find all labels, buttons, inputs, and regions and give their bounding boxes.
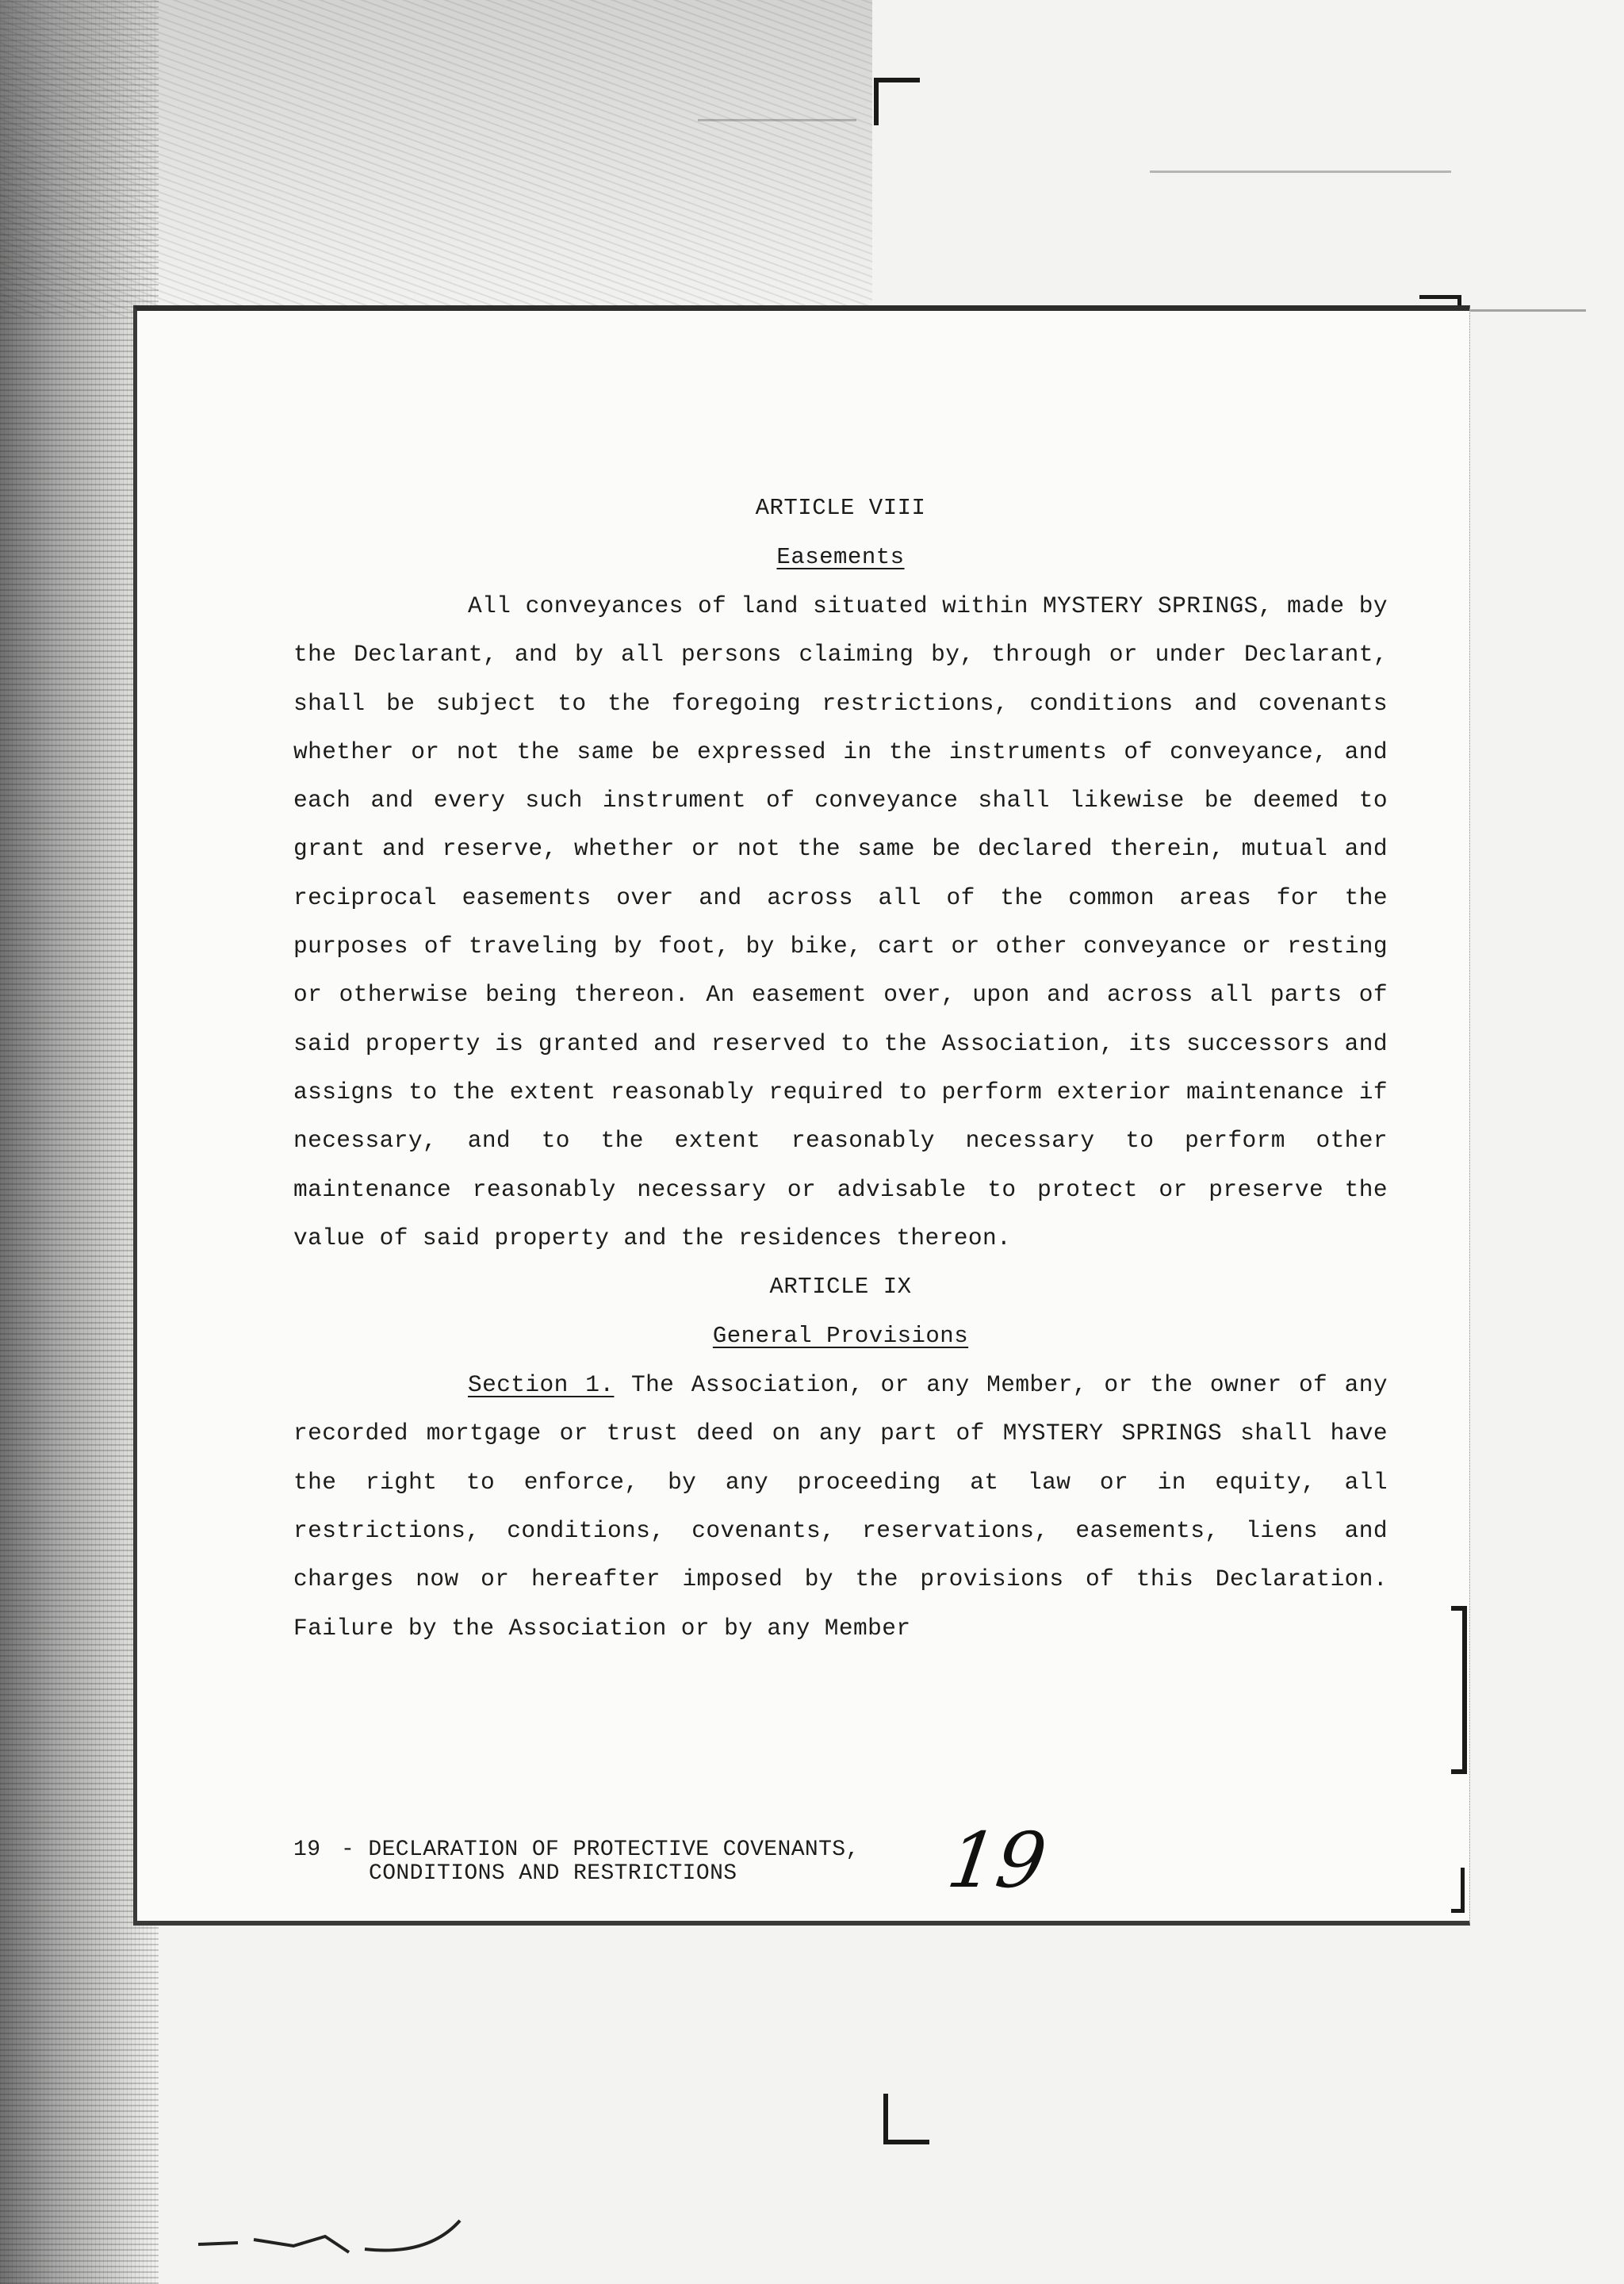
article-viii-subtitle-text: Easements [776,544,905,570]
margin-bracket [1451,1868,1465,1913]
scan-line [698,119,856,121]
article-viii-title: ARTICLE VIII [755,495,926,521]
article-ix-subtitle [293,1312,1388,1361]
section-1-paragraph [293,1361,1388,1653]
footer-line-1 [293,1838,860,1862]
section-1-text: The Association, or any Member, or the owner of any recorded mortgage or trust deed on any part of MYSTERY SPRINGS shall have the right to enforce, by any proceeding at law or in equity, all restrictions, conditions, covenants, reservations, easements, liens and charges now or hereafter imposed by the provisions of this Declaration. Failure by the Association or by any Member [293,1371,1388,1642]
crop-mark [883,2094,929,2144]
page-footer [293,1838,860,1886]
document-body [293,484,1388,1653]
scan-noise-top [0,0,872,317]
scan-line [1459,309,1586,312]
footer-title-2: CONDITIONS AND RESTRICTIONS [369,1861,737,1886]
handwritten-page-number: 19 [942,1816,1052,1905]
article-viii-subtitle [293,533,1388,582]
scan-line [1150,171,1451,173]
article-ix-subtitle-text: General Provisions [712,1323,969,1350]
article-ix-title: ARTICLE IX [769,1274,912,1301]
crop-mark [874,78,920,125]
footer-title-1: - DECLARATION OF PROTECTIVE COVENANTS, [341,1838,860,1862]
scan-artifact-scribble [190,2213,523,2260]
margin-bracket [1451,1606,1467,1774]
article-viii-paragraph: All conveyances of land situated within MYSTERY SPRINGS, made by the Declarant, and by all persons claiming by, through or under Declarant, shall be subject to the foregoing restrictions, conditions and covenants whether or not the same be expressed in the instruments of conveyance, and each and every such instrument of conveyance shall likewise be deemed to grant and reserve, whether or not the same be declared therein, mutual and reciprocal easements over and across all of the common areas for the purposes of traveling by foot, by bike, cart or other conveyance or resting or otherwise being thereon. An easement over, upon and across all parts of said property is granted and reserved to the Association, its successors and assigns to the extent reasonably required to perform exterior maintenance if necessary, and to the extent reasonably necessary to perform other maintenance reasonably necessary or advisable to protect or preserve the value of said property and the residences thereon. [293,592,1388,1251]
section-1-label: Section 1. [468,1371,615,1399]
footer-page-number: 19 [293,1838,321,1862]
